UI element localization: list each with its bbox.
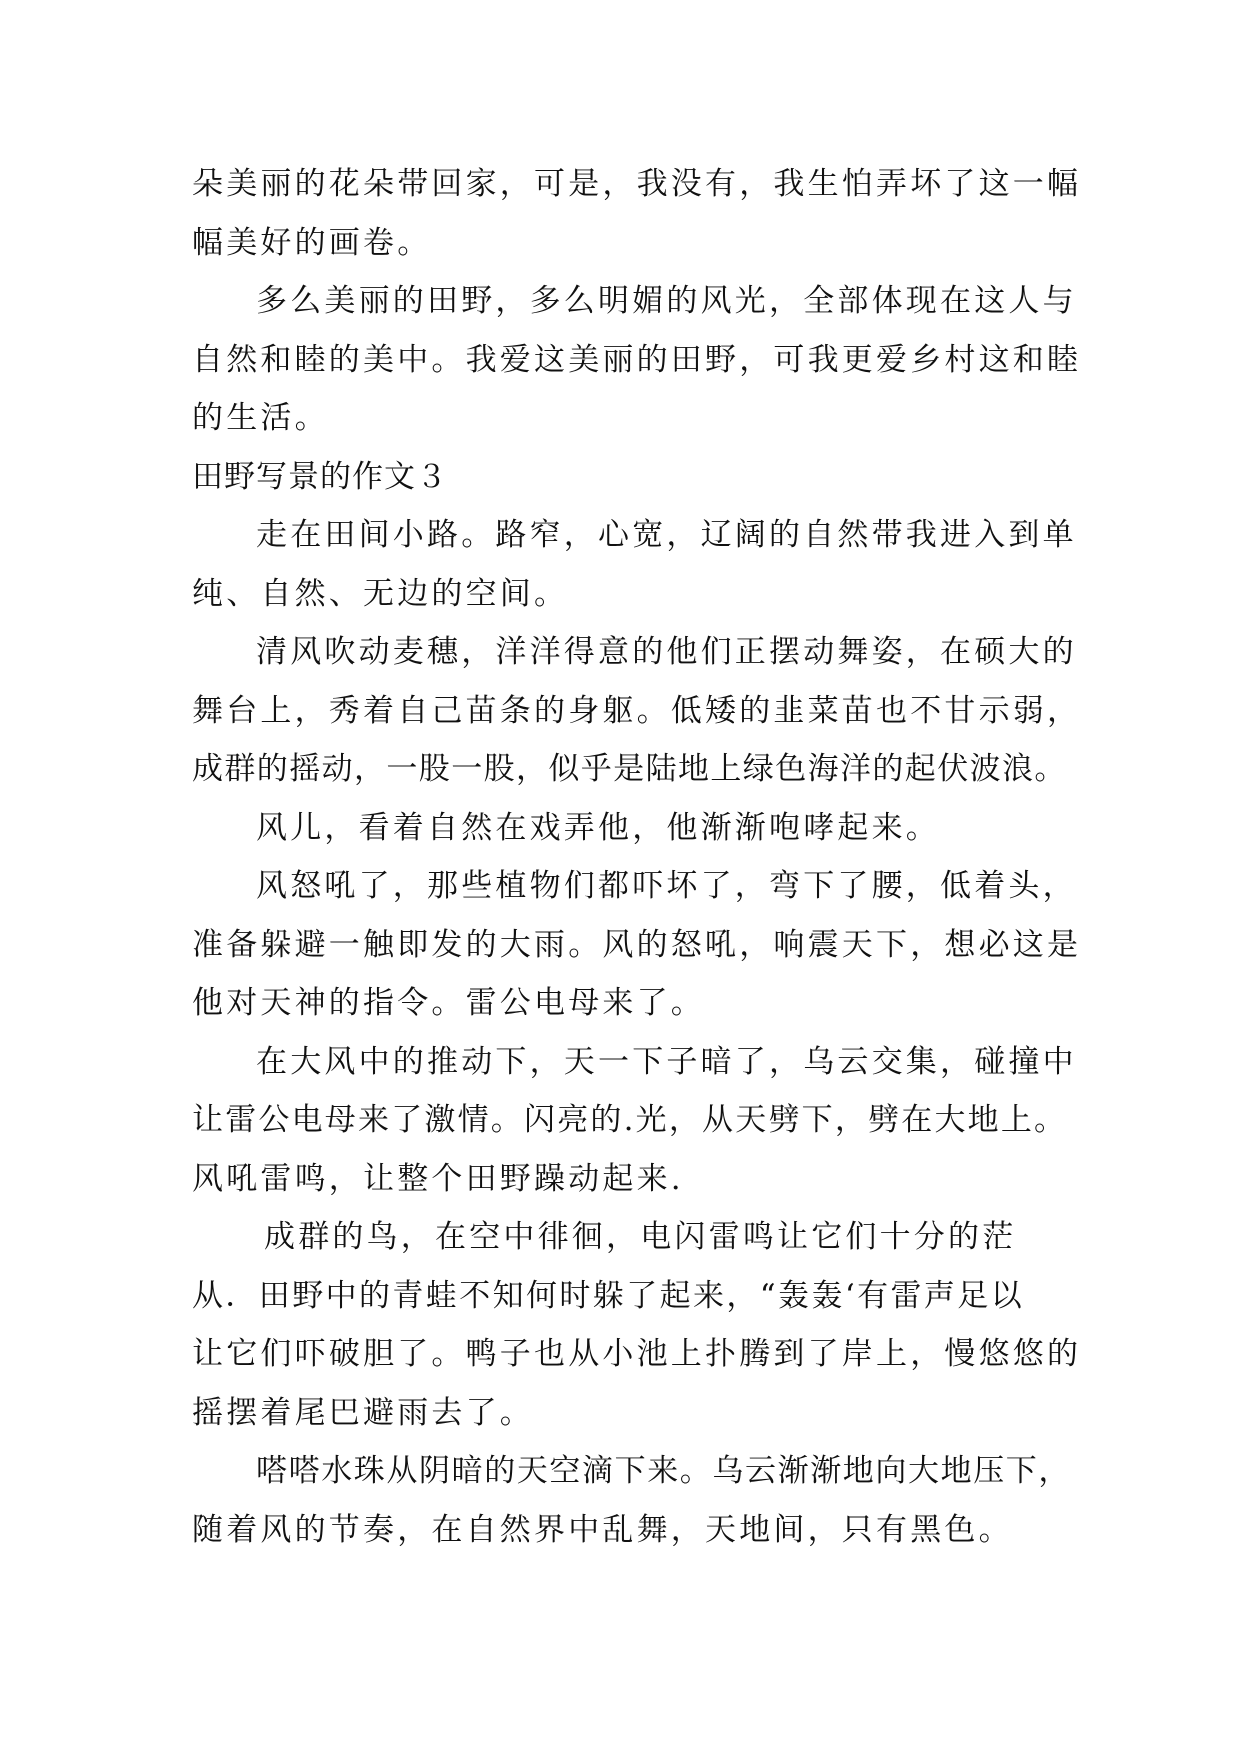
text-line: 他对天神的指令。雷公电母来了。	[192, 985, 705, 1021]
text-line: 舞台上，秀着自己苗条的身躯。低矮的韭菜苗也不甘示弱，	[192, 692, 1082, 729]
paragraph-start: 风怒吼了，那些植物们都吓坏了，弯下了腰，低着头，	[256, 868, 1077, 904]
paragraph-start: 在大风中的推动下，天一下子暗了，乌云交集，碰撞中	[256, 1043, 1077, 1080]
text-line: 让雷公电母来了激情。闪亮的.光，从天劈下，劈在大地上。	[192, 1102, 1068, 1138]
text-line: 自然和睦的美中。我爱这美丽的田野，可我更爱乡村这和睦	[192, 341, 1082, 378]
text-line: 摇摆着尾巴避雨去了。	[192, 1394, 534, 1431]
text-line: 让它们吓破胆了。鸭子也从小池上扑腾到了岸上，慢悠悠的	[192, 1336, 1082, 1372]
section-heading: 田野写景的作文３	[192, 458, 448, 495]
text-line: 幅美好的画卷。	[192, 224, 432, 261]
paragraph-start: 风儿，看着自然在戏弄他，他渐渐咆哮起来。	[256, 809, 940, 846]
text-line: 风吼雷鸣，让整个田野躁动起来.	[192, 1160, 684, 1197]
paragraph-start: 成群的鸟，在空中徘徊，电闪雷鸣让它们十分的茫	[264, 1219, 1017, 1255]
text-line: 朵美丽的花朵带回家，可是，我没有，我生怕弄坏了这一幅	[192, 166, 1082, 202]
text-line: 从．田野中的青蛙不知何时躲了起来，“轰轰‘有雷声足以	[192, 1277, 1025, 1314]
paragraph-start: 嗒嗒水珠从阴暗的天空滴下来。乌云渐渐地向大地压下，	[256, 1453, 1071, 1489]
text-line: 准备躲避一触即发的大雨。风的怒吼，响震天下，想必这是	[192, 926, 1082, 963]
text-line: 的生活。	[192, 400, 329, 436]
text-line: 成群的摇动，一股一股，似乎是陆地上绿色海洋的起伏波浪。	[192, 751, 1067, 787]
paragraph-start: 清风吹动麦穗，洋洋得意的他们正摆动舞姿，在硕大的	[256, 634, 1077, 670]
paragraph-start: 走在田间小路。路窄，心宽，辽阔的自然带我进入到单	[256, 517, 1077, 553]
text-line: 纯、自然、无边的空间。	[192, 575, 569, 612]
document-body	[192, 155, 1082, 1559]
paragraph-start: 多么美丽的田野，多么明媚的风光，全部体现在这人与	[256, 283, 1077, 319]
text-line: 随着风的节奏，在自然界中乱舞，天地间，只有黑色。	[192, 1511, 1013, 1548]
